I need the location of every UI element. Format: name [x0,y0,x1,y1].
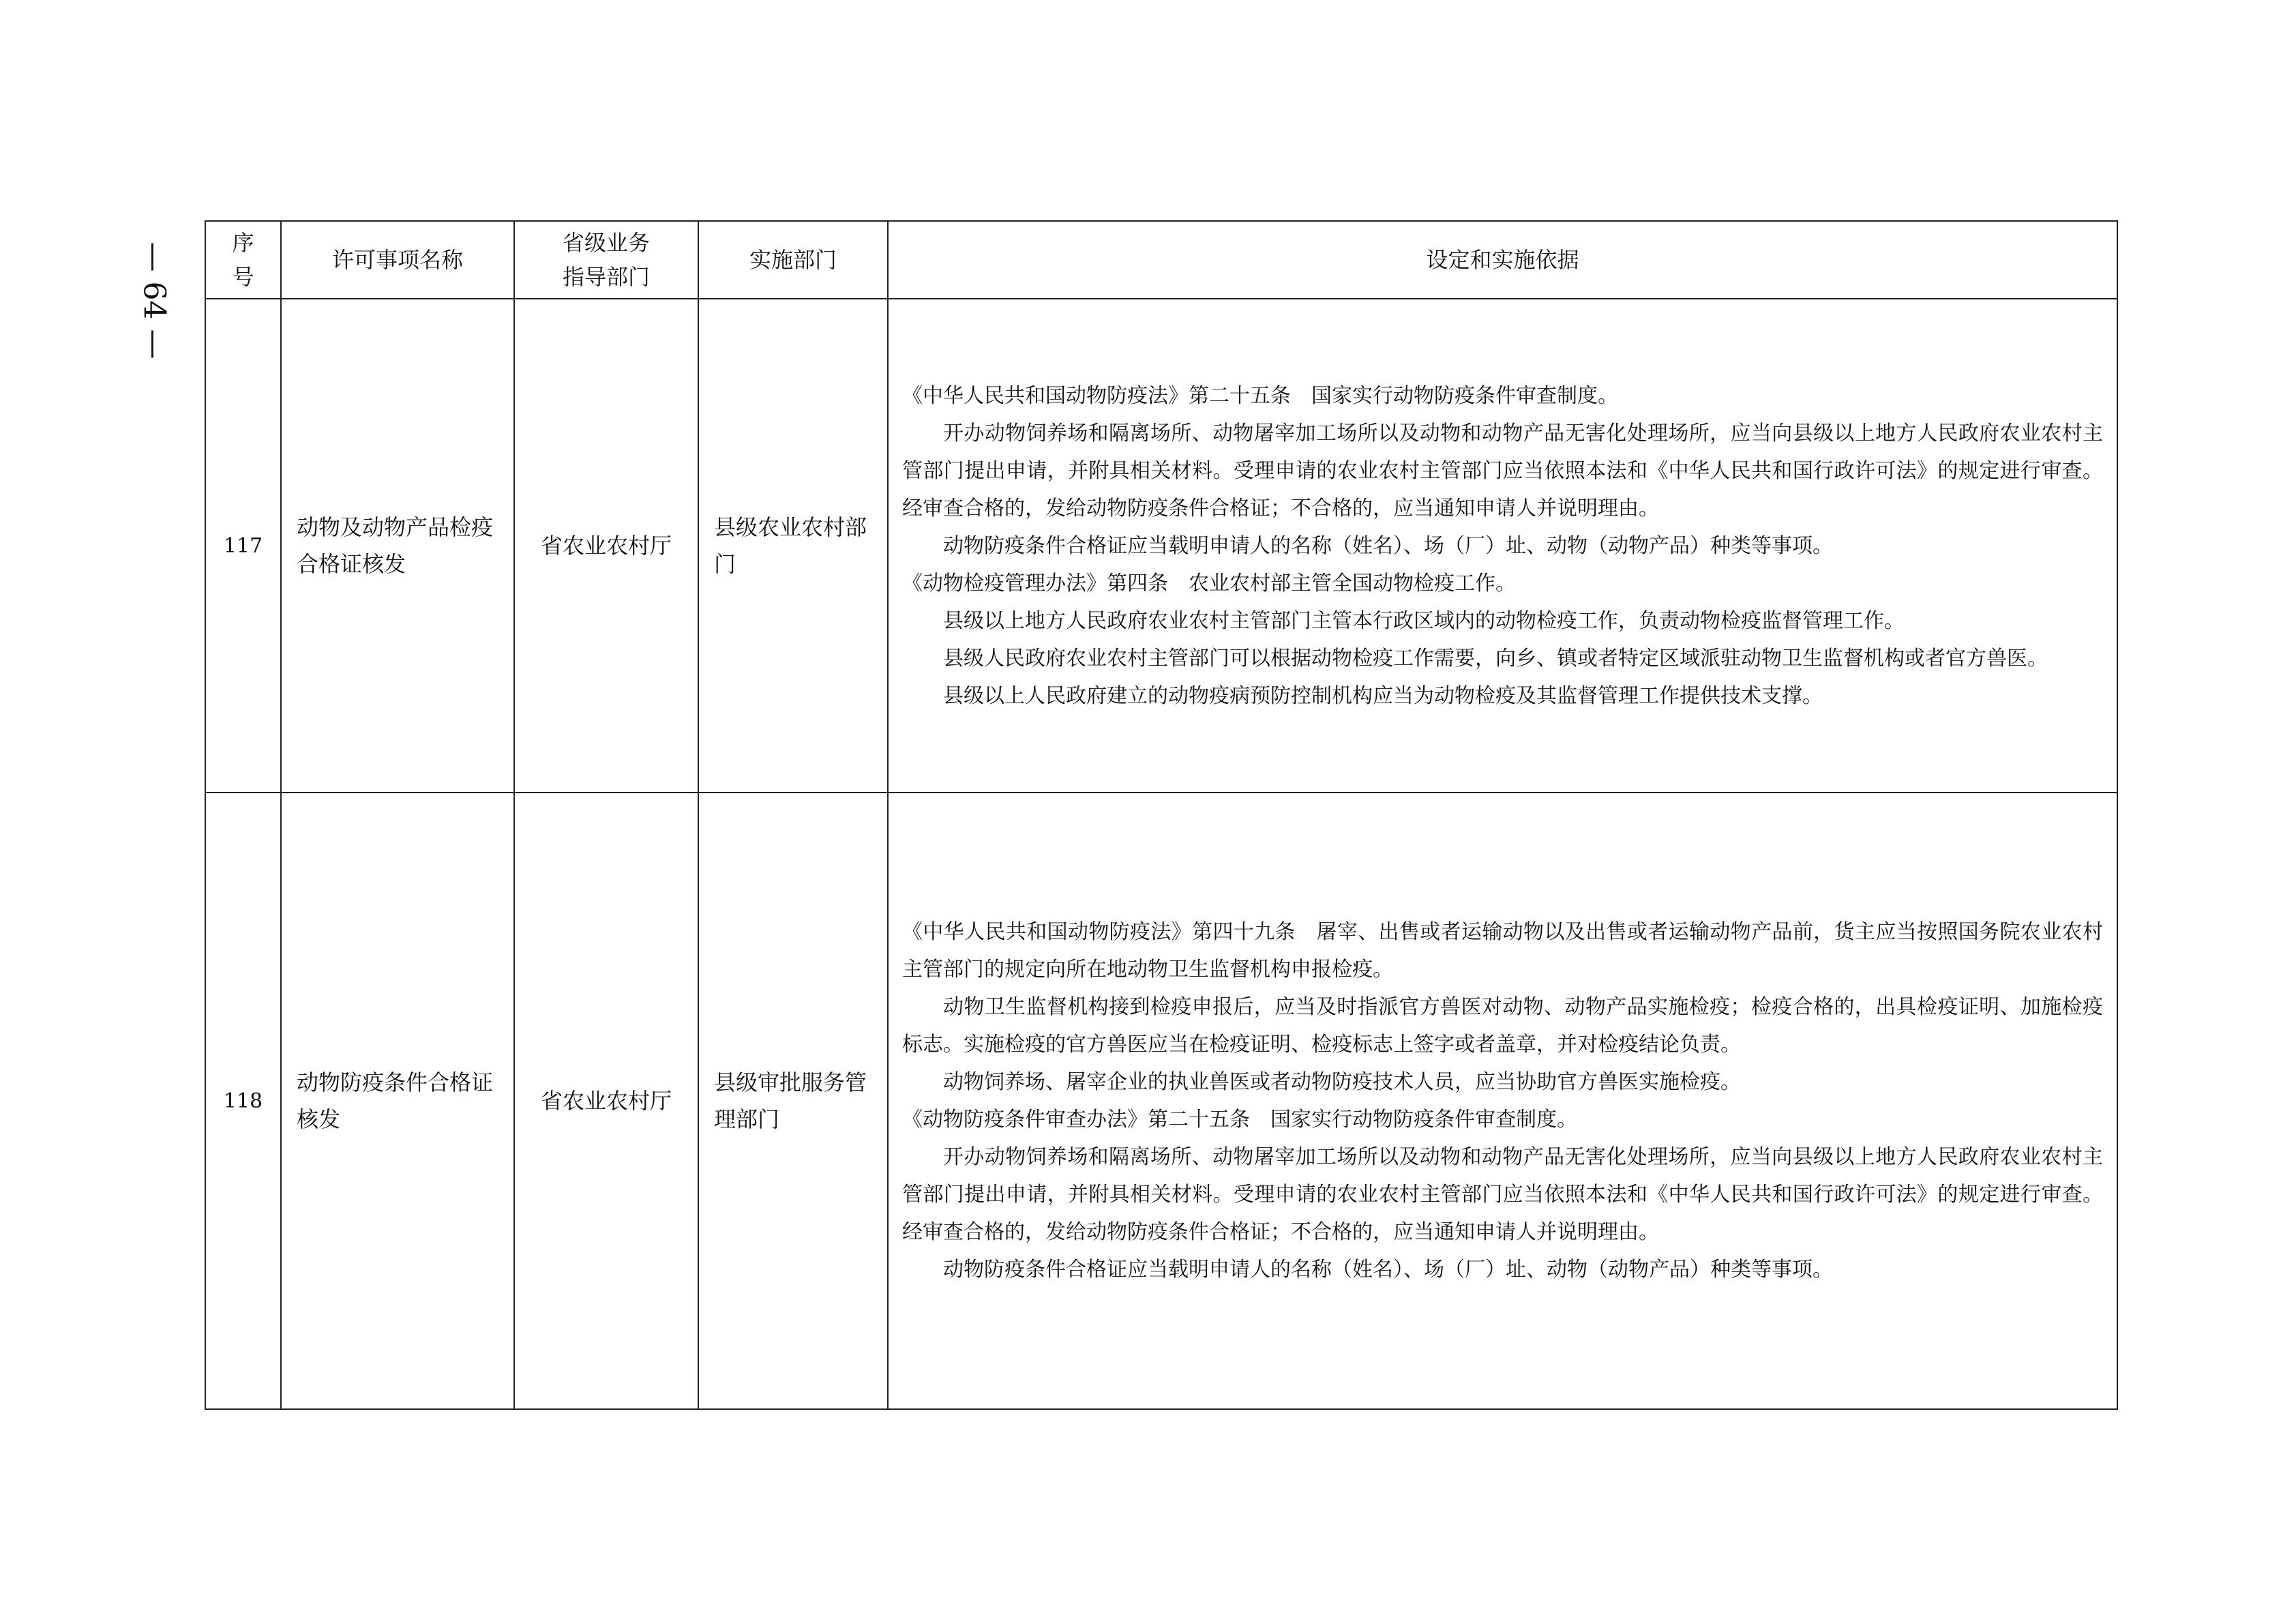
legal-basis [888,299,2117,793]
implementing-department: 县级审批服务管理部门 [698,793,888,1409]
permit-name: 动物及动物产品检疫合格证核发 [281,299,514,793]
basis-paragraph: 《动物防疫条件审查办法》第二十五条 国家实行动物防疫条件审查制度。 [902,1108,1577,1132]
guide-department: 省农业农村厅 [514,299,698,793]
header-dept: 实施部门 [698,221,888,299]
basis-paragraph: 动物防疫条件合格证应当载明申请人的名称（姓名）、场（厂）址、动物（动物产品）种类等事项。 [943,1258,1833,1282]
header-guide-dept: 省级业务 指导部门 [514,221,698,299]
implementing-department: 县级农业农村部门 [698,299,888,793]
permit-table [205,220,2118,1410]
table-header-row [205,221,2117,299]
row-number: 117 [205,299,281,793]
header-no: 序 号 [205,221,281,299]
basis-paragraph: 动物饲养场、屠宰企业的执业兽医或者动物防疫技术人员，应当协助官方兽医实施检疫。 [943,1070,1741,1094]
legal-basis [888,793,2117,1409]
basis-paragraph: 《动物检疫管理办法》第四条 农业农村部主管全国动物检疫工作。 [902,571,1516,595]
basis-paragraph: 县级以上地方人民政府农业农村主管部门主管本行政区域内的动物检疫工作，负责动物检疫监督管理工作。 [943,608,1905,633]
basis-paragraph: 动物防疫条件合格证应当载明申请人的名称（姓名）、场（厂）址、动物（动物产品）种类等事项。 [943,533,1833,558]
basis-paragraph: 开办动物饲养场和隔离场所、动物屠宰加工场所以及动物和动物产品无害化处理场所，应当向县级以上地方人民政府农业农村主管部门提出申请，并附具相关材料。受理申请的农业农村主管部门应当依照本法和《中华人民共和国行政许可法》的规定进行审查。经审查合格的，发给动物防疫条件合格证；不合格的，应当通知申请人并说明理由。 [902,1145,2103,1244]
page-number-text: — 64 — [136,241,172,359]
row-number: 118 [205,793,281,1409]
guide-department: 省农业农村厅 [514,793,698,1409]
table-row [205,299,2117,793]
basis-paragraph: 《中华人民共和国动物防疫法》第四十九条 屠宰、出售或者运输动物以及出售或者运输动物产品前，货主应当按照国务院农业农村主管部门的规定向所在地动物卫生监督机构申报检疫。 [902,920,2103,981]
basis-paragraph: 县级以上人民政府建立的动物疫病预防控制机构应当为动物检疫及其监督管理工作提供技术支撑。 [943,683,1823,708]
permit-name: 动物防疫条件合格证核发 [281,793,514,1409]
header-basis: 设定和实施依据 [888,221,2117,299]
basis-paragraph: 动物卫生监督机构接到检疫申报后，应当及时指派官方兽医对动物、动物产品实施检疫；检疫合格的，出具检疫证明、加施检疫标志。实施检疫的官方兽医应当在检疫证明、检疫标志上签字或者盖章，并对检疫结论负责。 [902,995,2103,1057]
basis-paragraph: 《中华人民共和国动物防疫法》第二十五条 国家实行动物防疫条件审查制度。 [902,383,1618,408]
header-name: 许可事项名称 [281,221,514,299]
basis-paragraph: 县级人民政府农业农村主管部门可以根据动物检疫工作需要，向乡、镇或者特定区域派驻动物卫生监督机构或者官方兽医。 [943,646,2048,670]
basis-paragraph: 开办动物饲养场和隔离场所、动物屠宰加工场所以及动物和动物产品无害化处理场所，应当向县级以上地方人民政府农业农村主管部门提出申请，并附具相关材料。受理申请的农业农村主管部门应当依照本法和《中华人民共和国行政许可法》的规定进行审查。经审查合格的，发给动物防疫条件合格证；不合格的，应当通知申请人并说明理由。 [902,421,2103,520]
table-row [205,793,2117,1409]
page-number [134,218,175,382]
